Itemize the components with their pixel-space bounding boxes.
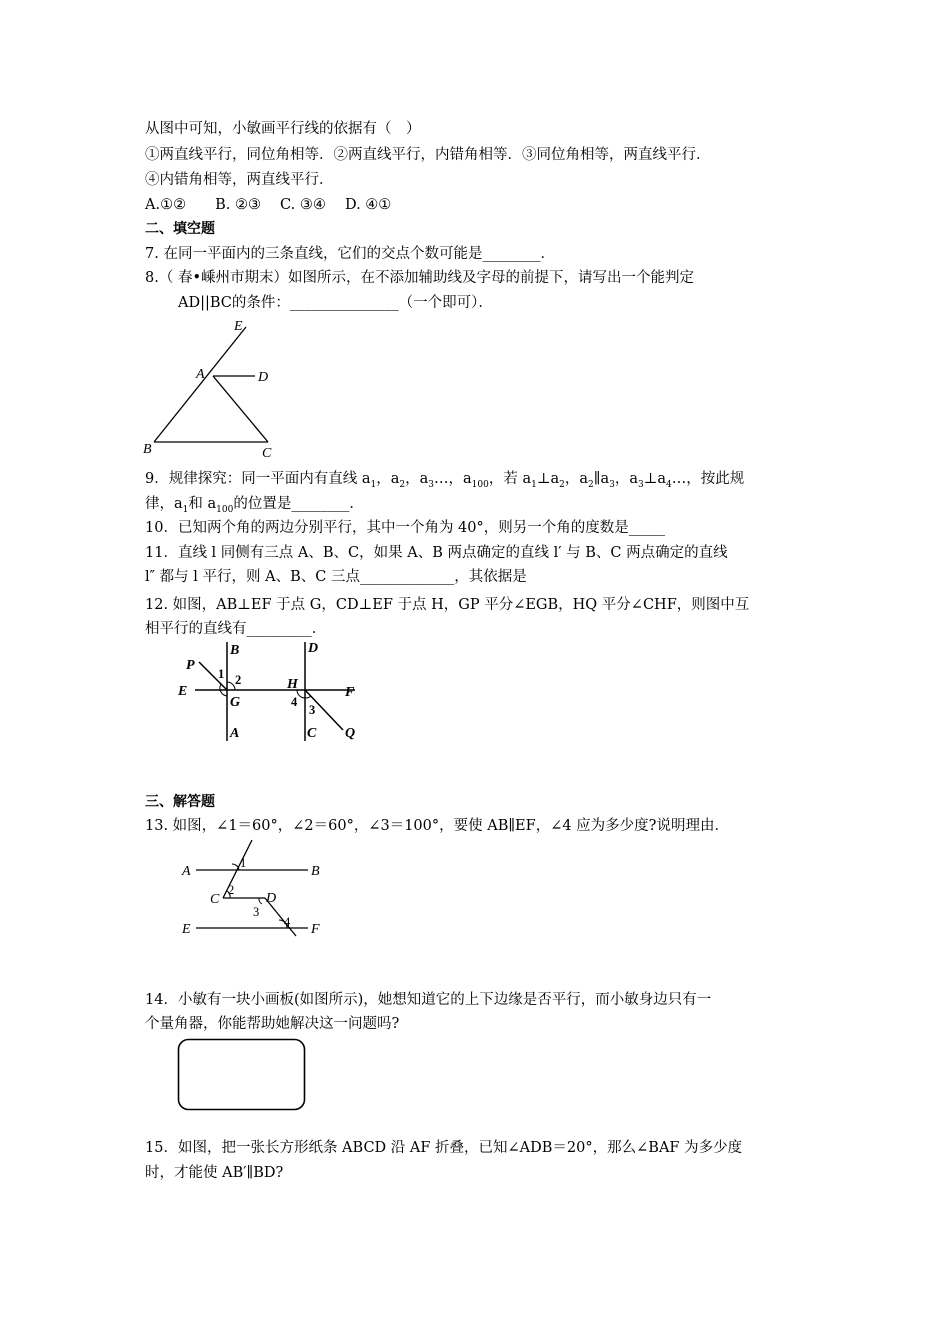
q8-label-e: E: [234, 319, 243, 334]
q7-text: 7. 在同一平面内的三条直线，它们的交点个数可能是________．: [145, 246, 555, 262]
q12-line-2: 相平行的直线有_________．: [145, 621, 327, 637]
q8-figure: [140, 315, 290, 460]
q13-angle-3: 3: [253, 905, 260, 919]
q8-line-2: AD||BC的条件：_______________（一个即可）．: [178, 295, 493, 311]
q12-label-h: H: [287, 677, 298, 692]
q15-line-2: 时，才能使 AB′∥BD?: [145, 1165, 284, 1181]
q12-label-e: E: [178, 684, 188, 699]
q12-angle-4: 4: [291, 695, 298, 709]
q8-label-b: B: [143, 442, 152, 457]
q12-label-q: Q: [345, 726, 356, 741]
q14-line-1: 14．小敏有一块小画板(如图所示)，她想知道它的上下边缘是否平行，而小敏身边只有一: [145, 992, 712, 1008]
q13-label-a: A: [182, 864, 191, 879]
q6-stem: 从图中可知，小敏画平行线的依据有（ ）: [145, 121, 421, 137]
q13-angle-1: 1: [240, 856, 247, 870]
q6-statements-1: ①两直线平行，同位角相等．②两直线平行，内错角相等．③同位角相等，两直线平行．: [145, 147, 711, 163]
q12-label-c: C: [307, 726, 317, 741]
q13-label-b: B: [311, 864, 320, 879]
q11-line-2: l″ 都与 l 平行，则 A、B、C 三点_____________，其依据是: [145, 569, 527, 585]
q11-line-1: 11．直线 l 同侧有三点 A、B、C，如果 A、B 两点确定的直线 l′ 与 B、C 两点确定的直线: [145, 545, 728, 561]
q8-label-d: D: [258, 370, 269, 385]
q13-angle-2: 2: [228, 883, 235, 897]
q10-text: 10．已知两个角的两边分别平行，其中一个角为 40°，则另一个角的度数是_____: [145, 520, 666, 536]
q12-label-d: D: [308, 641, 319, 656]
q13-figure: [178, 836, 328, 940]
q6-statements-2: ④内错角相等，两直线平行．: [145, 172, 334, 188]
q15-line-1: 15．如图，把一张长方形纸条 ABCD 沿 AF 折叠，已知∠ADB＝20°，那么∠BAF 为多少度: [145, 1140, 743, 1156]
q8-label-c: C: [262, 446, 272, 461]
q6-options: A.①② B. ②③ C. ③④ D. ④①: [145, 197, 392, 213]
q12-figure: [175, 636, 375, 748]
q13-label-f: F: [311, 922, 320, 937]
q13-label-c: C: [210, 892, 220, 907]
q8-line-1: 8.（ 春•嵊州市期末）如图所示，在不添加辅助线及字母的前提下，请写出一个能判定: [145, 270, 694, 286]
q12-angle-2: 2: [235, 673, 242, 687]
q13-label-d: D: [266, 891, 277, 906]
q13-label-e: E: [182, 922, 191, 937]
q12-label-b: B: [230, 643, 240, 658]
q12-label-p: P: [186, 658, 195, 673]
section-heading-fill-blank: 二、填空题: [145, 221, 215, 237]
q12-label-a: A: [230, 726, 240, 741]
q12-label-f: F: [345, 685, 355, 700]
q9-line-1: 9．规律探究：同一平面内有直线 $a_1$，$a_2$，$a_3\dots$，$a_{100}$，若 $a_1\perp a_2$，$a_2\parallel a_3$，$a_3\perp a_4\dots$，按此规: [145, 471, 745, 490]
q13-angle-4: 4: [284, 915, 291, 929]
q14-line-2: 个量角器，你能帮助她解决这一问题吗?: [145, 1016, 400, 1032]
section-heading-solve: 三、解答题: [145, 794, 215, 810]
q14-drawing-board: [176, 1037, 308, 1113]
q12-label-g: G: [230, 695, 241, 710]
q13-text: 13. 如图，∠1＝60°，∠2＝60°，∠3＝100°，要使 AB∥EF，∠4 应为多少度?说明理由．: [145, 818, 729, 834]
q12-line-1: 12. 如图，AB⊥EF 于点 G，CD⊥EF 于点 H，GP 平分∠EGB，HQ 平分∠CHF，则图中互: [145, 597, 750, 613]
q12-angle-3: 3: [309, 703, 316, 717]
q8-label-a: A: [196, 367, 205, 382]
q9-line-2: 律，$a_1$和 $a_{100}$的位置是________．: [145, 496, 364, 515]
q12-angle-1: 1: [218, 667, 225, 681]
